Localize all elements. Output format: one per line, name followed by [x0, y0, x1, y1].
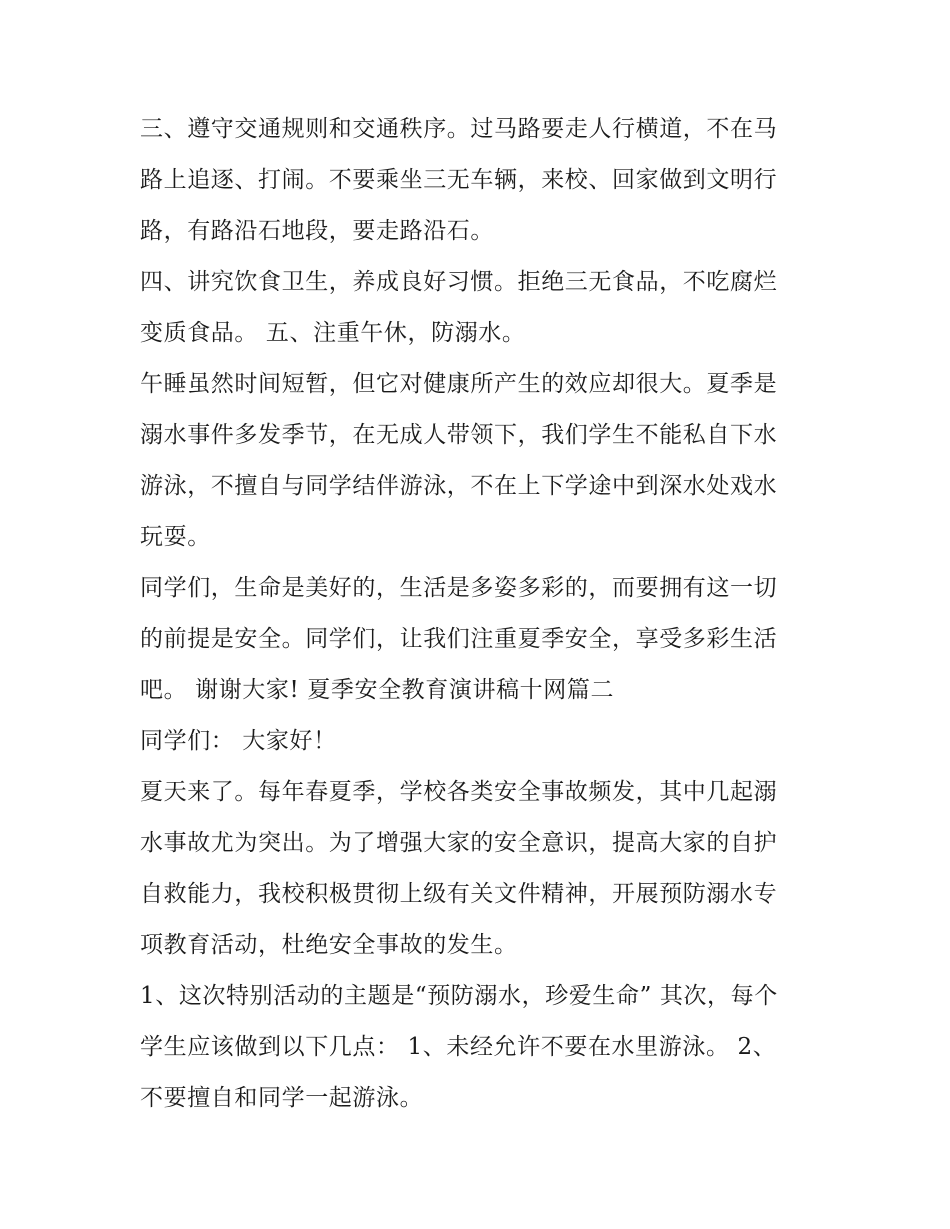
- text-line: 吧。 谢谢大家! 夏季安全教育演讲稿十网篇二: [140, 677, 615, 703]
- text-line: 溺水事件多发季节，在无成人带领下，我们学生不能私自下水: [140, 422, 778, 448]
- text-line: 路，有路沿石地段，要走路沿石。: [140, 218, 494, 244]
- text-line: 1、这次特别活动的主题是“预防溺水，珍爱生命” 其次，每个: [140, 983, 778, 1009]
- text-line: 自救能力，我校积极贯彻上级有关文件精神，开展预防溺水专: [140, 881, 778, 907]
- document-body: [140, 104, 840, 1124]
- text-line: 四、讲究饮食卫生，养成良好习惯。拒绝三无食品，不吃腐烂: [140, 269, 778, 295]
- text-line: 变质食品。 五、注重午休，防溺水。: [140, 320, 526, 346]
- text-line: 同学们： 大家好！: [140, 728, 337, 754]
- text-line: 水事故尤为突出。为了增强大家的安全意识，提高大家的自护: [140, 830, 778, 856]
- text-line: 三、遵守交通规则和交通秩序。过马路要走人行横道，不在马: [140, 116, 778, 142]
- text-line: 项教育活动，杜绝安全事故的发生。: [140, 932, 518, 958]
- text-line: 同学们，生命是美好的，生活是多姿多彩的，而要拥有这一切: [140, 575, 778, 601]
- text-line: 的前提是安全。同学们，让我们注重夏季安全，享受多彩生活: [140, 626, 778, 652]
- text-line: 路上追逐、打闹。不要乘坐三无车辆，来校、回家做到文明行: [140, 167, 778, 193]
- text-line: 学生应该做到以下几点： 1、未经允许不要在水里游泳。 2、: [140, 1034, 777, 1060]
- text-line: 游泳，不擅自与同学结伴游泳，不在上下学途中到深水处戏水: [140, 473, 778, 499]
- text-line: 午睡虽然时间短暂，但它对健康所产生的效应却很大。夏季是: [140, 371, 778, 397]
- text-line: 夏天来了。每年春夏季，学校各类安全事故频发，其中几起溺: [140, 779, 778, 805]
- text-line: 不要擅自和同学一起游泳。: [140, 1085, 424, 1111]
- text-line: 玩耍。: [140, 524, 211, 550]
